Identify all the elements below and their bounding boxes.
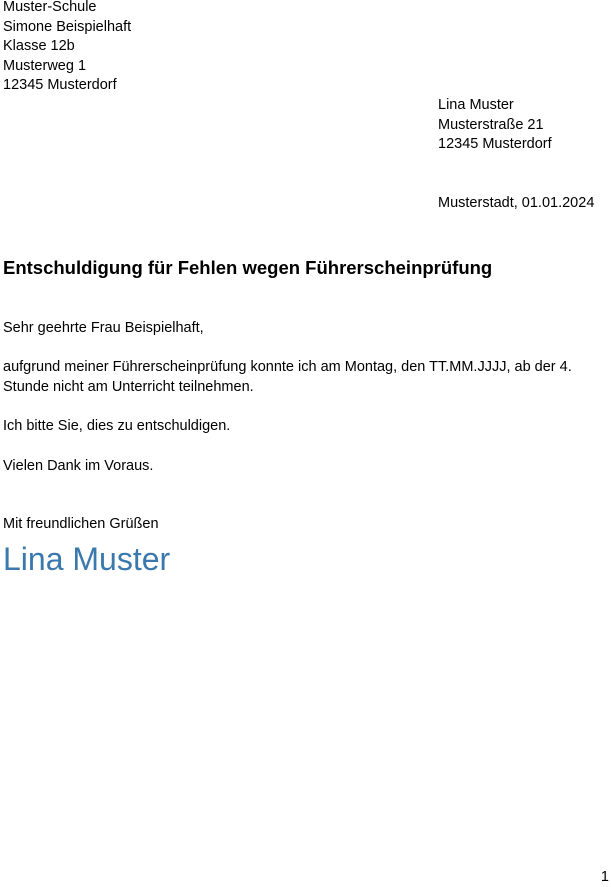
- letter-subject: Entschuldigung für Fehlen wegen Führerscheinprüfung: [3, 257, 493, 278]
- body-paragraph-1: [3, 358, 572, 397]
- page-number: 1: [600, 869, 609, 885]
- recipient-line: Lina Muster: [438, 97, 514, 113]
- body-paragraph-3: Vielen Dank im Voraus.: [3, 458, 154, 474]
- letter-date: Musterstadt, 01.01.2024: [438, 195, 595, 211]
- sender-line: Muster-Schule: [3, 0, 97, 15]
- sender-line: Klasse 12b: [3, 38, 75, 55]
- body-paragraph-2: Ich bitte Sie, dies zu entschuldigen.: [3, 418, 231, 434]
- recipient-line: 12345 Musterdorf: [438, 136, 552, 153]
- body-line: Stunde nicht am Unterricht teilnehmen.: [3, 378, 254, 395]
- body-line: aufgrund meiner Führerscheinprüfung konnte ich am Montag, den TT.MM.JJJJ, ab der 4.: [3, 359, 572, 375]
- recipient-address: [438, 96, 552, 155]
- signature: Lina Muster: [3, 541, 171, 577]
- recipient-line: Musterstraße 21: [438, 116, 544, 133]
- sender-line: 12345 Musterdorf: [3, 77, 117, 94]
- salutation: Sehr geehrte Frau Beispielhaft,: [3, 320, 204, 336]
- sender-line: Musterweg 1: [3, 57, 87, 74]
- sender-line: Simone Beispielhaft: [3, 18, 132, 35]
- closing: Mit freundlichen Grüßen: [3, 516, 159, 532]
- sender-address: [3, 0, 131, 96]
